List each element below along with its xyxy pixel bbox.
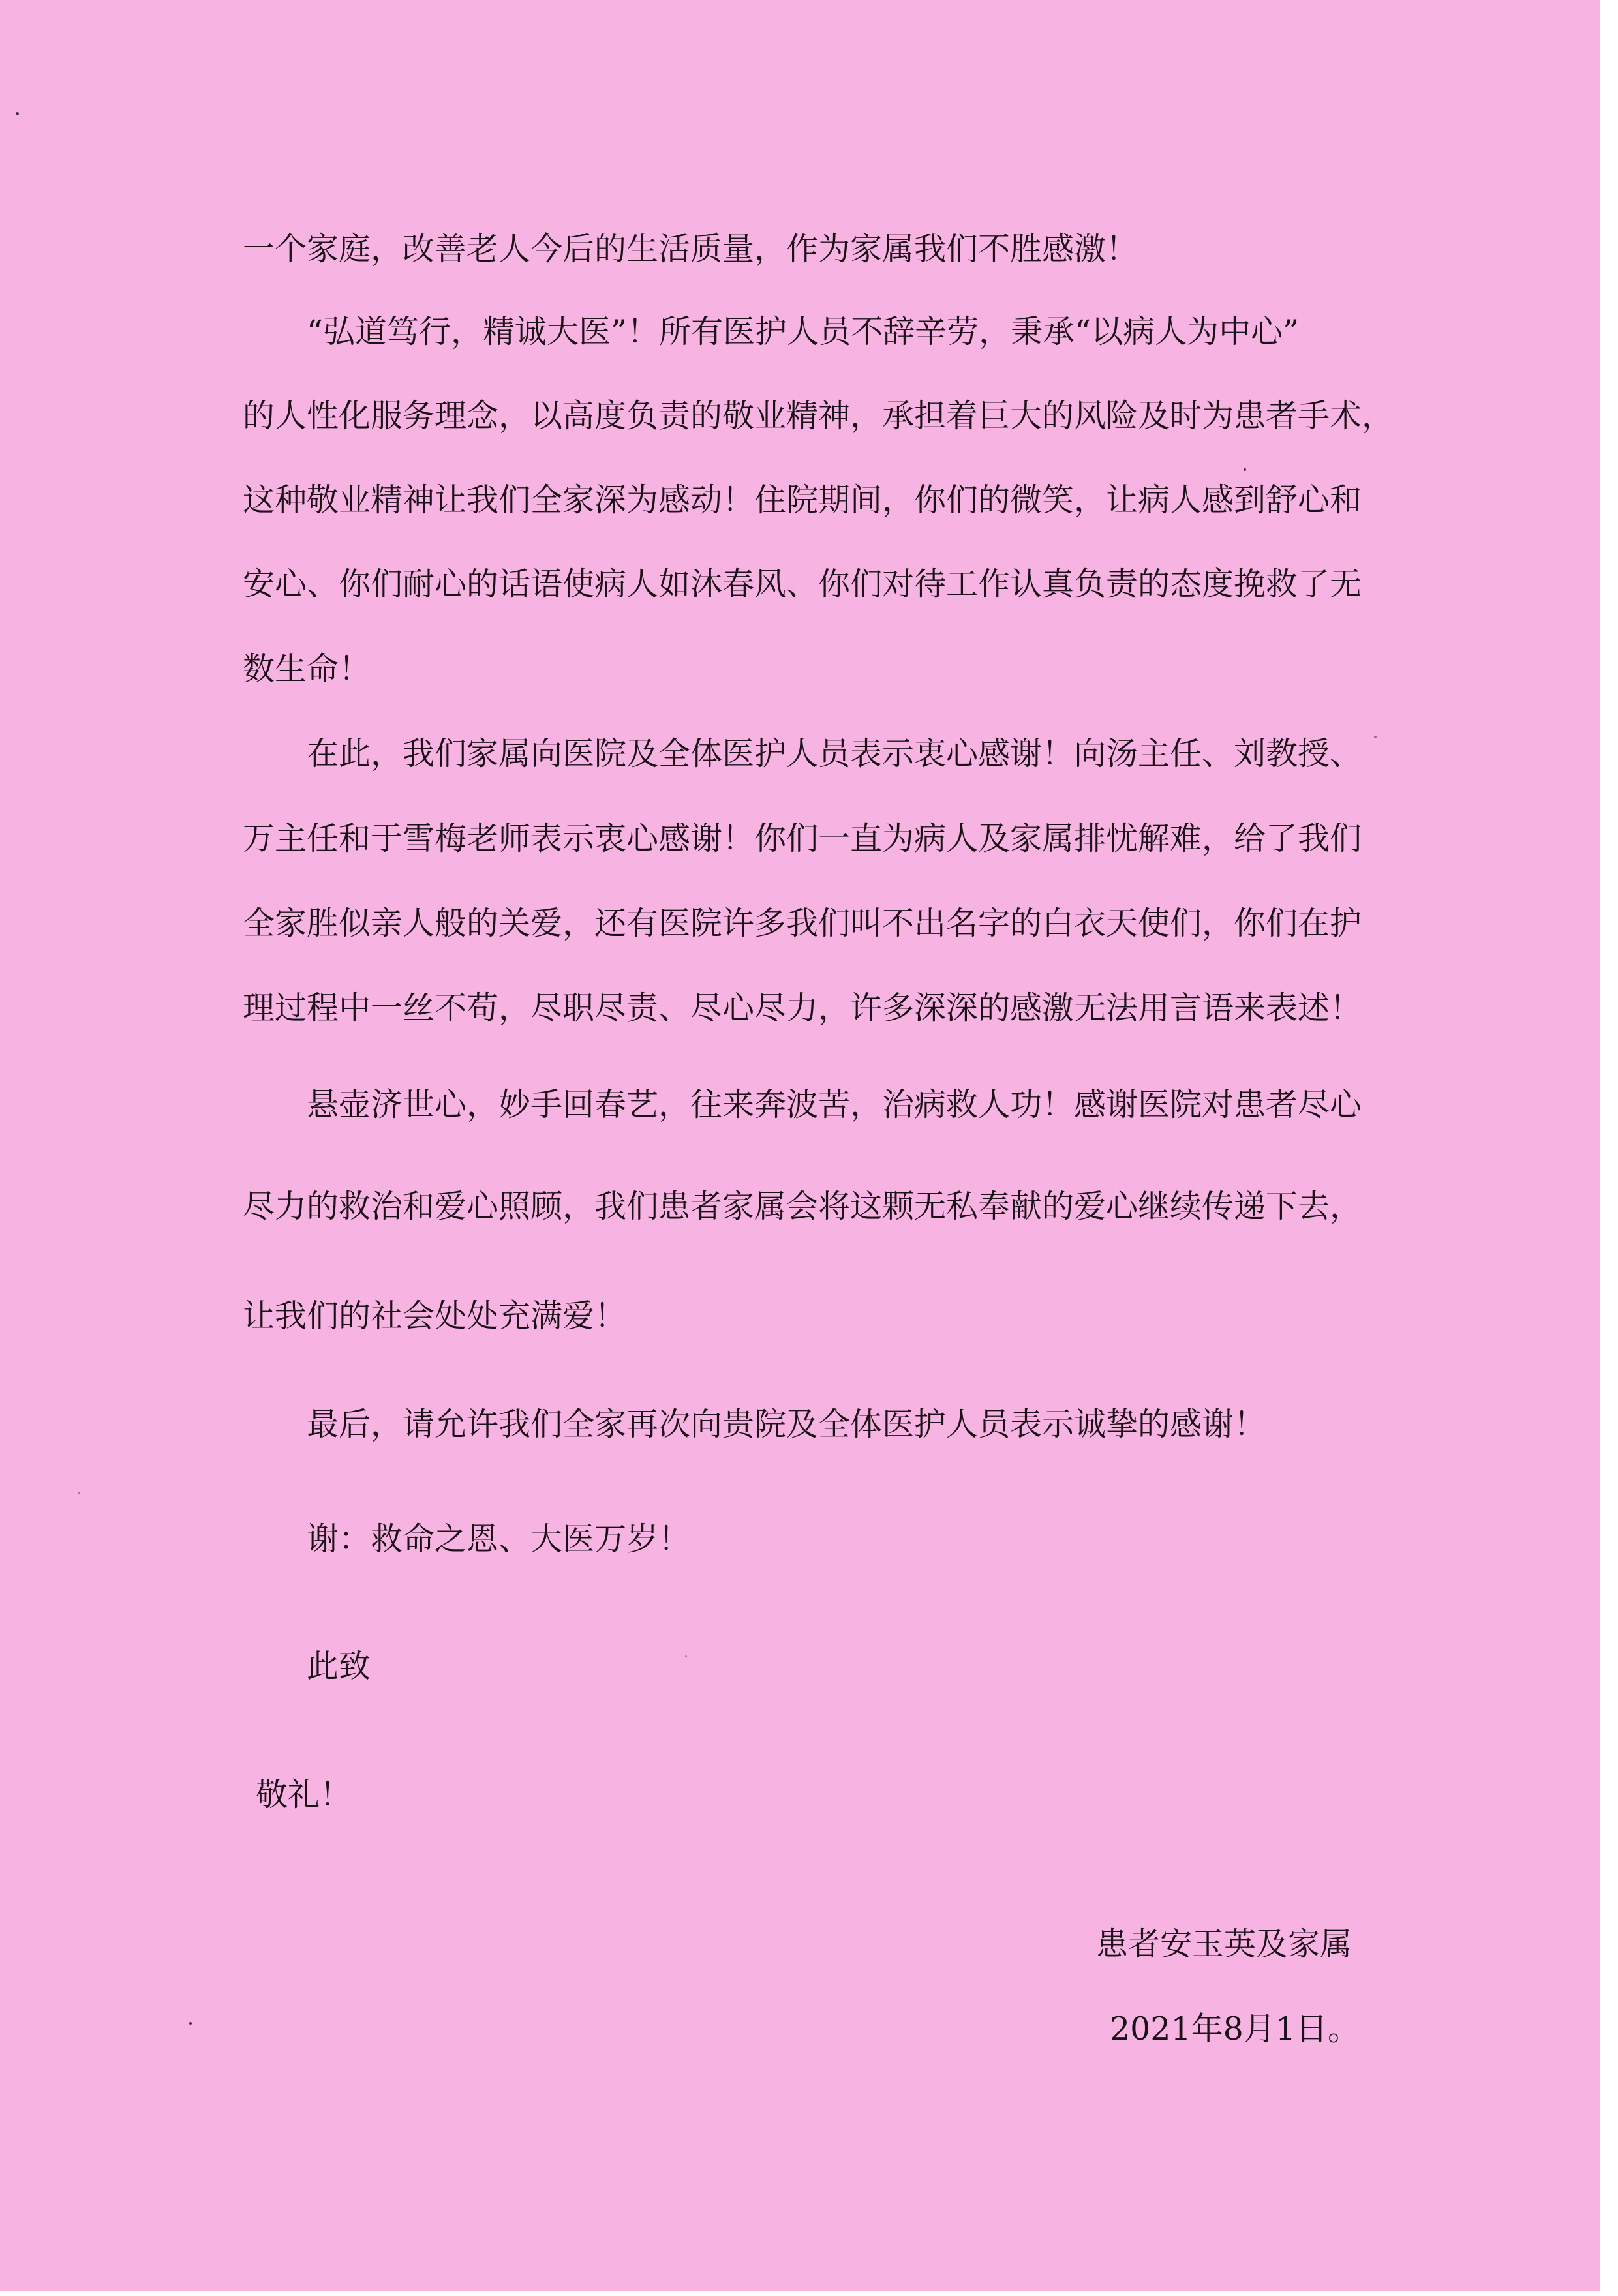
signature: 患者安玉英及家属: [1095, 1926, 1352, 1963]
scan-border-right: [1600, 0, 1618, 2296]
letter-line-3: 的人性化服务理念，以高度负责的敬业精神，承担着巨大的风险及时为患者手术，: [243, 397, 1394, 434]
scan-speck: [189, 2022, 192, 2025]
date: 2021年8月1日。: [1109, 2010, 1360, 2047]
letter-line-7: 在此，我们家属向医院及全体医护人员表示衷心感谢！向汤主任、刘教授、: [307, 735, 1362, 772]
letter-line-1: 一个家庭，改善老人今后的生活质量，作为家属我们不胜感激！: [243, 230, 1138, 267]
letter-line-15: 谢：救命之恩、大医万岁！: [307, 1520, 691, 1558]
letter-line-4: 这种敬业精神让我们全家深为感动！住院期间，你们的微笑，让病人感到舒心和: [243, 481, 1362, 519]
letter-line-5: 安心、你们耐心的话语使病人如沐春风、你们对待工作认真负责的态度挽救了无: [243, 566, 1362, 603]
closing-regards: 敬礼！: [256, 1776, 352, 1813]
letter-line-10: 理过程中一丝不苟，尽职尽责、尽心尽力，许多深深的感激无法用言语来表述！: [243, 989, 1362, 1027]
closing-salutation: 此致: [307, 1648, 371, 1685]
scan-speck: [1244, 468, 1246, 471]
letter-line-6: 数生命！: [243, 650, 371, 687]
letter-line-14: 最后，请允许我们全家再次向贵院及全体医护人员表示诚挚的感谢！: [307, 1406, 1266, 1443]
letter-line-2: “弘道笃行，精诚大医”！所有医护人员不辞辛劳，秉承“以病人为中心”: [307, 313, 1300, 350]
scan-speck: [78, 1492, 80, 1494]
scan-border-bottom: [0, 2291, 1618, 2296]
letter-line-11: 悬壶济世心，妙手回春艺，往来奔波苦，治病救人功！感谢医院对患者尽心: [307, 1086, 1362, 1123]
scan-speck: [685, 1655, 687, 1657]
scan-speck: [1374, 736, 1377, 738]
letter-line-8: 万主任和于雪梅老师表示衷心感谢！你们一直为病人及家属排忧解难，给了我们: [243, 820, 1362, 857]
scan-speck: [16, 112, 19, 115]
letter-line-9: 全家胜似亲人般的关爱，还有医院许多我们叫不出名字的白衣天使们，你们在护: [243, 905, 1362, 942]
letter-line-13: 让我们的社会处处充满爱！: [243, 1297, 627, 1335]
letter-line-12: 尽力的救治和爱心照顾，我们患者家属会将这颗无私奉献的爱心继续传递下去，: [243, 1188, 1362, 1225]
